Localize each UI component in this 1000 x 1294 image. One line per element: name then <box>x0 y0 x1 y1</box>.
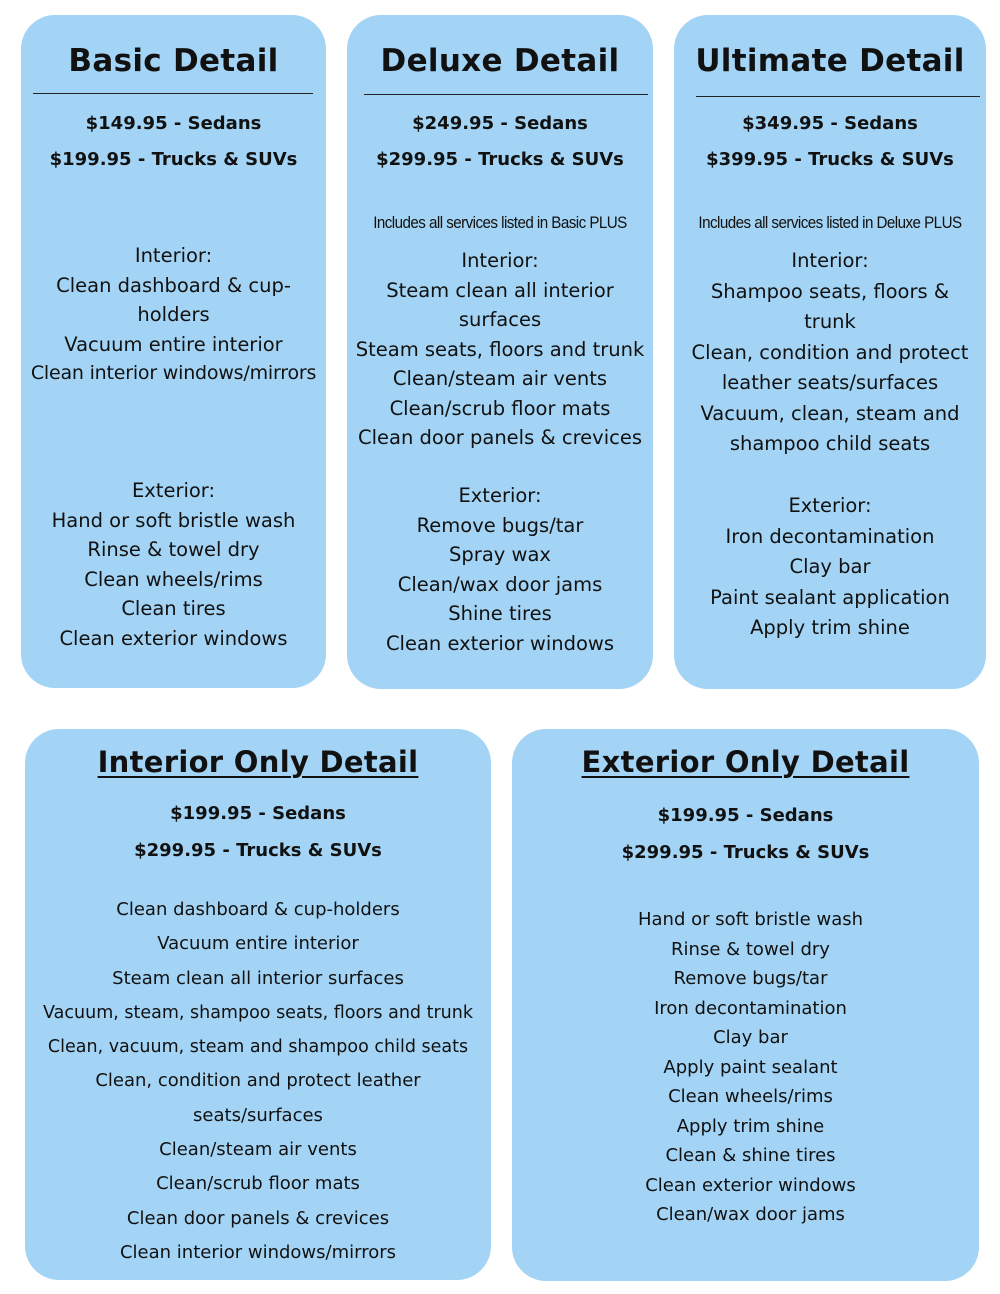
interior-only-card <box>25 729 491 1280</box>
deluxe-detail-card <box>347 15 653 689</box>
list-item: Clean & shine tires <box>665 1145 836 1166</box>
list-item: Hand or soft bristle wash <box>637 909 864 930</box>
basic-interior-section <box>21 241 326 389</box>
list-item: Remove bugs/tar <box>416 513 584 537</box>
list-item: Hand or soft bristle wash <box>51 508 296 532</box>
basic-exterior-section <box>21 476 326 653</box>
list-item: Clean/scrub floor mats <box>389 396 611 420</box>
list-item: Clean/wax door jams <box>397 572 603 596</box>
list-item: Clean, condition and protect leather <box>95 1070 421 1092</box>
list-item: Clean, vacuum, steam and shampoo child seats <box>47 1037 469 1058</box>
list-item: Rinse & towel dry <box>671 938 830 960</box>
ultimate-price-trucks: $399.95 - Trucks & SUVs <box>706 149 954 170</box>
interior-only-price-sedans: $199.95 - Sedans <box>170 803 346 824</box>
list-item: Clean wheels/rims <box>84 567 263 591</box>
list-item: Clean wheels/rims <box>668 1086 833 1107</box>
list-item: Steam seats, floors and trunk <box>355 337 645 361</box>
list-item: trunk <box>804 310 856 333</box>
basic-detail-title: Basic Detail <box>68 43 279 79</box>
list-item: Clean/steam air vents <box>159 1139 357 1161</box>
basic-interior-label: Interior: <box>134 244 213 267</box>
list-item: Clean door panels & crevices <box>358 426 642 449</box>
deluxe-detail-title: Deluxe Detail <box>380 43 620 79</box>
list-item: Apply trim shine <box>750 616 910 639</box>
list-item: Iron decontamination <box>725 524 935 548</box>
exterior-only-price-sedans: $199.95 - Sedans <box>657 805 834 826</box>
list-item: surfaces <box>458 308 542 331</box>
deluxe-includes-note: Includes all services listed in Basic PLUS <box>373 214 627 232</box>
list-item: Clean exterior windows <box>645 1174 856 1196</box>
list-item: Shine tires <box>448 602 552 625</box>
list-item: Shampoo seats, floors & <box>710 279 950 303</box>
list-item: Clean door panels & crevices <box>126 1207 390 1229</box>
list-item: Rinse & towel dry <box>87 538 260 561</box>
basic-exterior-label: Exterior: <box>131 479 216 502</box>
list-item: Spray wax <box>449 543 551 566</box>
exterior-only-title: Exterior Only Detail <box>581 745 910 779</box>
basic-price-trucks: $199.95 - Trucks & SUVs <box>49 149 298 170</box>
deluxe-interior-section <box>347 246 653 453</box>
list-item: shampoo child seats <box>729 432 931 455</box>
list-item: Remove bugs/tar <box>673 968 828 989</box>
ultimate-detail-card <box>674 15 986 689</box>
ultimate-exterior-label: Exterior: <box>788 494 872 517</box>
deluxe-exterior-label: Exterior: <box>458 484 542 507</box>
exterior-only-price-trucks: $299.95 - Trucks & SUVs <box>621 842 870 863</box>
ultimate-detail-title: Ultimate Detail <box>695 43 965 79</box>
list-item: Vacuum, steam, shampoo seats, floors and trunk <box>43 1002 473 1023</box>
list-item: Clean interior windows/mirrors <box>30 362 317 384</box>
deluxe-exterior-section <box>347 481 653 658</box>
list-item: Clean dashboard & cup-holders <box>116 899 400 920</box>
list-item: Clean, condition and protect <box>691 340 969 364</box>
deluxe-price-sedans: $249.95 - Sedans <box>412 113 588 134</box>
list-item: Vacuum, clean, steam and <box>700 401 960 425</box>
basic-price-sedans: $149.95 - Sedans <box>85 113 262 134</box>
list-item: Clean/scrub floor mats <box>156 1173 360 1195</box>
deluxe-interior-label: Interior: <box>461 249 539 272</box>
ultimate-interior-label: Interior: <box>791 249 869 272</box>
list-item: Clean/steam air vents <box>392 367 608 390</box>
list-item: Steam clean all interior surfaces <box>112 967 404 989</box>
list-item: Clay bar <box>713 1027 788 1048</box>
basic-detail-card <box>21 15 326 688</box>
list-item: Apply trim shine <box>676 1115 825 1137</box>
ultimate-exterior-section <box>674 491 986 644</box>
ultimate-includes-note: Includes all services listed in Deluxe PLUS <box>698 214 962 232</box>
list-item: Clay bar <box>789 555 871 578</box>
interior-only-title: Interior Only Detail <box>97 745 419 779</box>
list-item: Iron decontamination <box>654 997 847 1019</box>
list-item: Apply paint sealant <box>663 1056 838 1078</box>
list-item: Paint sealant application <box>710 585 950 609</box>
list-item: Clean dashboard & cup- <box>56 273 291 297</box>
list-item: Steam clean all interior <box>386 278 614 302</box>
list-item: Clean/wax door jams <box>656 1204 845 1225</box>
ultimate-title-divider <box>696 96 980 97</box>
interior-only-price-trucks: $299.95 - Trucks & SUVs <box>134 840 382 861</box>
list-item: Clean exterior windows <box>385 631 615 655</box>
list-item: Clean tires <box>121 597 226 620</box>
basic-title-divider <box>33 93 313 94</box>
exterior-only-list <box>522 905 979 1230</box>
list-item: holders <box>137 303 210 326</box>
list-item: Vacuum entire interior <box>64 332 283 356</box>
list-item: Clean interior windows/mirrors <box>119 1241 397 1263</box>
list-item: Clean exterior windows <box>59 626 288 650</box>
interior-only-list <box>25 893 491 1270</box>
ultimate-price-sedans: $349.95 - Sedans <box>742 113 918 134</box>
list-item: leather seats/surfaces <box>721 371 939 394</box>
exterior-only-card <box>512 729 979 1281</box>
list-item: Vacuum entire interior <box>157 933 359 955</box>
deluxe-price-trucks: $299.95 - Trucks & SUVs <box>376 149 624 170</box>
deluxe-title-divider <box>364 94 648 95</box>
list-item: seats/surfaces <box>193 1104 323 1126</box>
ultimate-interior-section <box>674 246 986 460</box>
